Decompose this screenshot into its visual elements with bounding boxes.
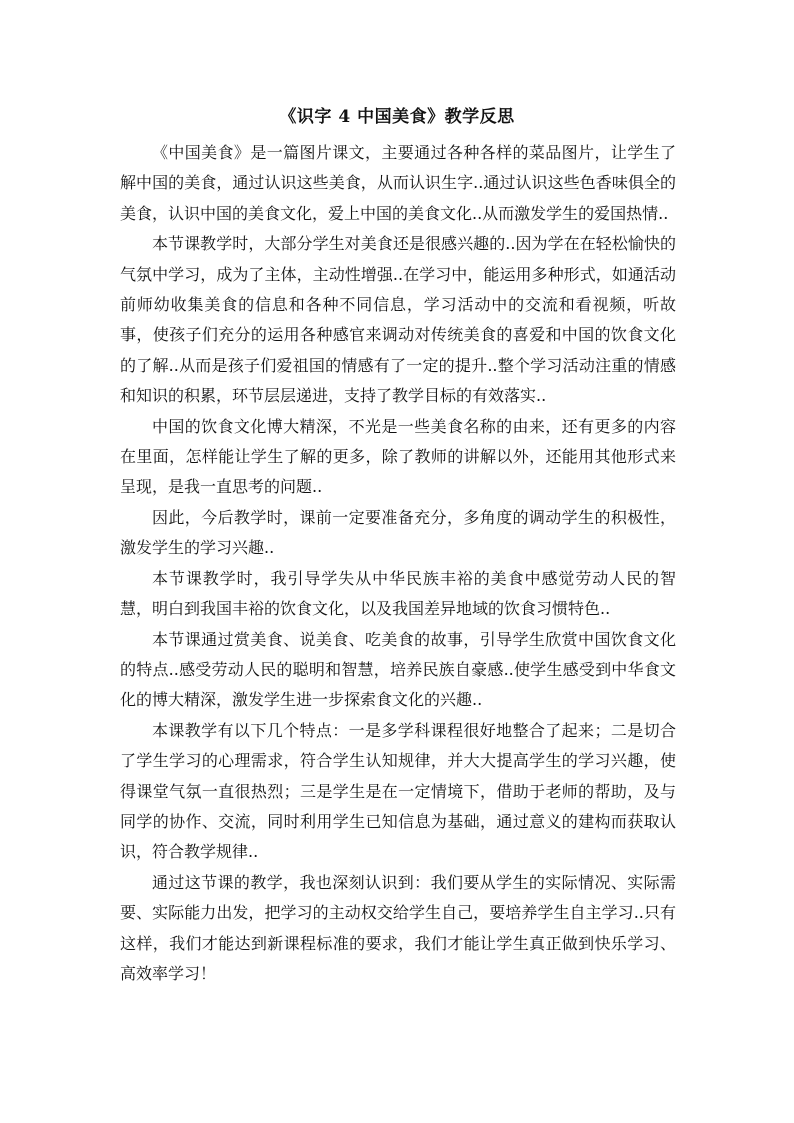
paragraph-6: 本节课通过赏美食、说美食、吃美食的故事，引导学生欣赏中国饮食文化的特点..感受劳动人民的聪明和智慧，培养民族自豪感..使学生感受到中华食文化的博大精深，激发学生进一步探索食文化的兴趣.. <box>120 629 676 710</box>
paragraph-8: 通过这节课的教学，我也深刻认识到：我们要从学生的实际情况、实际需要、实际能力出发，把学习的主动权交给学生自己，要培养学生自主学习..只有这样，我们才能达到新课程标准的要求，我们才能让学生真正做到快乐学习、高效率学习！ <box>120 872 676 983</box>
paragraph-3: 中国的饮食文化博大精深，不光是一些美食名称的由来，还有更多的内容在里面，怎样能让学生了解的更多，除了教师的讲解以外，还能用其他形式来呈现，是我一直思考的问题.. <box>120 416 676 497</box>
paragraph-5: 本节课教学时，我引导学失从中华民族丰裕的美食中感觉劳动人民的智慧，明白到我国丰裕的饮食文化，以及我国差异地域的饮食习惯特色.. <box>120 568 676 619</box>
paragraph-7: 本课教学有以下几个特点：一是多学科课程很好地整合了起来；二是切合了学生学习的心理需求，符合学生认知规律，并大大提高学生的学习兴趣，使得课堂气氛一直很热烈；三是学生是在一定情境下，借助于老师的帮助，及与同学的协作、交流，同时利用学生已知信息为基础，通过意义的建构而获取认识，符合教学规律.. <box>120 720 676 862</box>
paragraph-1: 《中国美食》是一篇图片课文，主要通过各种各样的菜品图片，让学生了解中国的美食，通过认识这些美食，从而认识生字..通过认识这些色香味俱全的美食，认识中国的美食文化，爱上中国的美食文化..从而激发学生的爱国热情.. <box>120 143 676 223</box>
paragraph-4: 因此，今后教学时，课前一定要准备充分，多角度的调动学生的积极性，激发学生的学习兴趣.. <box>120 507 676 558</box>
document-body <box>120 138 676 989</box>
paragraph-2: 本节课教学时，大部分学生对美食还是很感兴趣的..因为学在在轻松愉快的气氛中学习，成为了主体，主动性增强..在学习中，能运用多种形式，如通活动前师幼收集美食的信息和各种不同信息，学习活动中的交流和看视频，听故事，使孩子们充分的运用各种感官来调动对传统美食的喜爱和中国的饮食文化的了解..从而是孩子们爱祖国的情感有了一定的提升..整个学习活动注重的情感和知识的积累，环节层层递进，支持了教学目标的有效落实.. <box>120 234 676 406</box>
document-title: 《识字 4 中国美食》教学反思 <box>279 107 515 127</box>
